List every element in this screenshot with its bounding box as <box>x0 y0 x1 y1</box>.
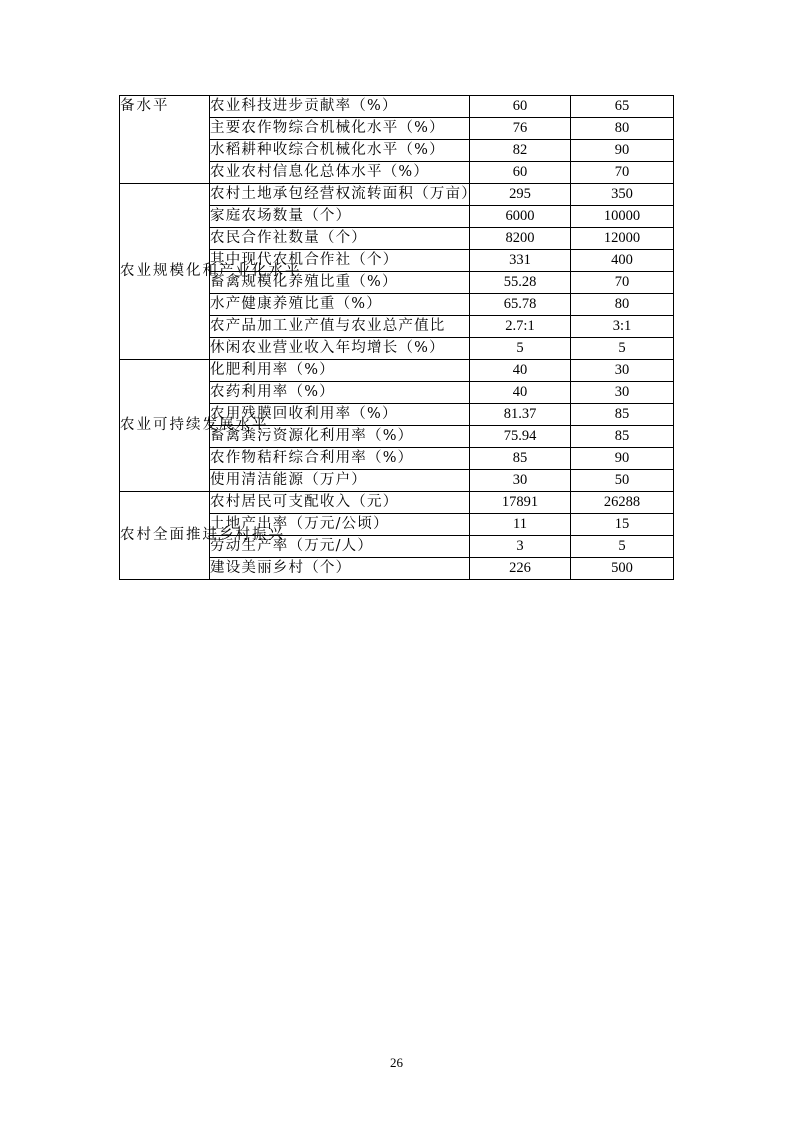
indicator-cell: 农村居民可支配收入（元） <box>210 492 470 514</box>
indicator-cell: 水产健康养殖比重（%） <box>210 294 470 316</box>
category-cell: 农村全面推进乡村振兴 <box>120 492 210 580</box>
current-value-cell: 11 <box>470 514 571 536</box>
current-value-cell: 65.78 <box>470 294 571 316</box>
target-value-cell: 10000 <box>571 206 674 228</box>
target-value-cell: 65 <box>571 96 674 118</box>
target-value-cell: 500 <box>571 558 674 580</box>
current-value-cell: 40 <box>470 382 571 404</box>
current-value-cell: 226 <box>470 558 571 580</box>
indicator-cell: 主要农作物综合机械化水平（%） <box>210 118 470 140</box>
current-value-cell: 75.94 <box>470 426 571 448</box>
target-value-cell: 400 <box>571 250 674 272</box>
indicator-table <box>119 95 674 580</box>
indicator-cell: 休闲农业营业收入年均增长（%） <box>210 338 470 360</box>
indicator-cell: 农产品加工业产值与农业总产值比 <box>210 316 470 338</box>
table-row <box>120 184 674 206</box>
indicator-cell: 农作物秸秆综合利用率（%） <box>210 448 470 470</box>
target-value-cell: 70 <box>571 272 674 294</box>
current-value-cell: 8200 <box>470 228 571 250</box>
target-value-cell: 90 <box>571 140 674 162</box>
current-value-cell: 55.28 <box>470 272 571 294</box>
target-value-cell: 70 <box>571 162 674 184</box>
target-value-cell: 15 <box>571 514 674 536</box>
target-value-cell: 12000 <box>571 228 674 250</box>
current-value-cell: 5 <box>470 338 571 360</box>
target-value-cell: 350 <box>571 184 674 206</box>
current-value-cell: 295 <box>470 184 571 206</box>
category-cell: 农业规模化和产业化水平 <box>120 184 210 360</box>
target-value-cell: 85 <box>571 426 674 448</box>
indicator-table-body <box>120 96 674 580</box>
indicator-cell: 使用清洁能源（万户） <box>210 470 470 492</box>
indicator-cell: 其中现代农机合作社（个） <box>210 250 470 272</box>
current-value-cell: 3 <box>470 536 571 558</box>
current-value-cell: 76 <box>470 118 571 140</box>
target-value-cell: 30 <box>571 382 674 404</box>
indicator-cell: 农村土地承包经营权流转面积（万亩） <box>210 184 470 206</box>
indicator-cell: 水稻耕种收综合机械化水平（%） <box>210 140 470 162</box>
target-value-cell: 26288 <box>571 492 674 514</box>
indicator-cell: 劳动生产率（万元/人） <box>210 536 470 558</box>
page-number: 26 <box>390 1055 403 1070</box>
indicator-cell: 畜禽粪污资源化利用率（%） <box>210 426 470 448</box>
current-value-cell: 82 <box>470 140 571 162</box>
indicator-cell: 农业农村信息化总体水平（%） <box>210 162 470 184</box>
indicator-cell: 农业科技进步贡献率（%） <box>210 96 470 118</box>
current-value-cell: 331 <box>470 250 571 272</box>
current-value-cell: 30 <box>470 470 571 492</box>
target-value-cell: 50 <box>571 470 674 492</box>
target-value-cell: 85 <box>571 404 674 426</box>
category-cell: 备水平 <box>120 96 210 184</box>
target-value-cell: 30 <box>571 360 674 382</box>
indicator-cell: 化肥利用率（%） <box>210 360 470 382</box>
current-value-cell: 60 <box>470 96 571 118</box>
table-row <box>120 360 674 382</box>
current-value-cell: 81.37 <box>470 404 571 426</box>
current-value-cell: 40 <box>470 360 571 382</box>
current-value-cell: 17891 <box>470 492 571 514</box>
current-value-cell: 60 <box>470 162 571 184</box>
indicator-cell: 家庭农场数量（个） <box>210 206 470 228</box>
table-row <box>120 96 674 118</box>
current-value-cell: 2.7:1 <box>470 316 571 338</box>
indicator-cell: 建设美丽乡村（个） <box>210 558 470 580</box>
indicator-cell: 农用残膜回收利用率（%） <box>210 404 470 426</box>
indicator-cell: 农民合作社数量（个） <box>210 228 470 250</box>
target-value-cell: 80 <box>571 294 674 316</box>
target-value-cell: 80 <box>571 118 674 140</box>
target-value-cell: 3:1 <box>571 316 674 338</box>
indicator-cell: 土地产出率（万元/公顷） <box>210 514 470 536</box>
current-value-cell: 6000 <box>470 206 571 228</box>
table-row <box>120 492 674 514</box>
target-value-cell: 90 <box>571 448 674 470</box>
category-cell: 农业可持续发展水平 <box>120 360 210 492</box>
current-value-cell: 85 <box>470 448 571 470</box>
indicator-cell: 农药利用率（%） <box>210 382 470 404</box>
target-value-cell: 5 <box>571 536 674 558</box>
indicator-cell: 畜禽规模化养殖比重（%） <box>210 272 470 294</box>
target-value-cell: 5 <box>571 338 674 360</box>
